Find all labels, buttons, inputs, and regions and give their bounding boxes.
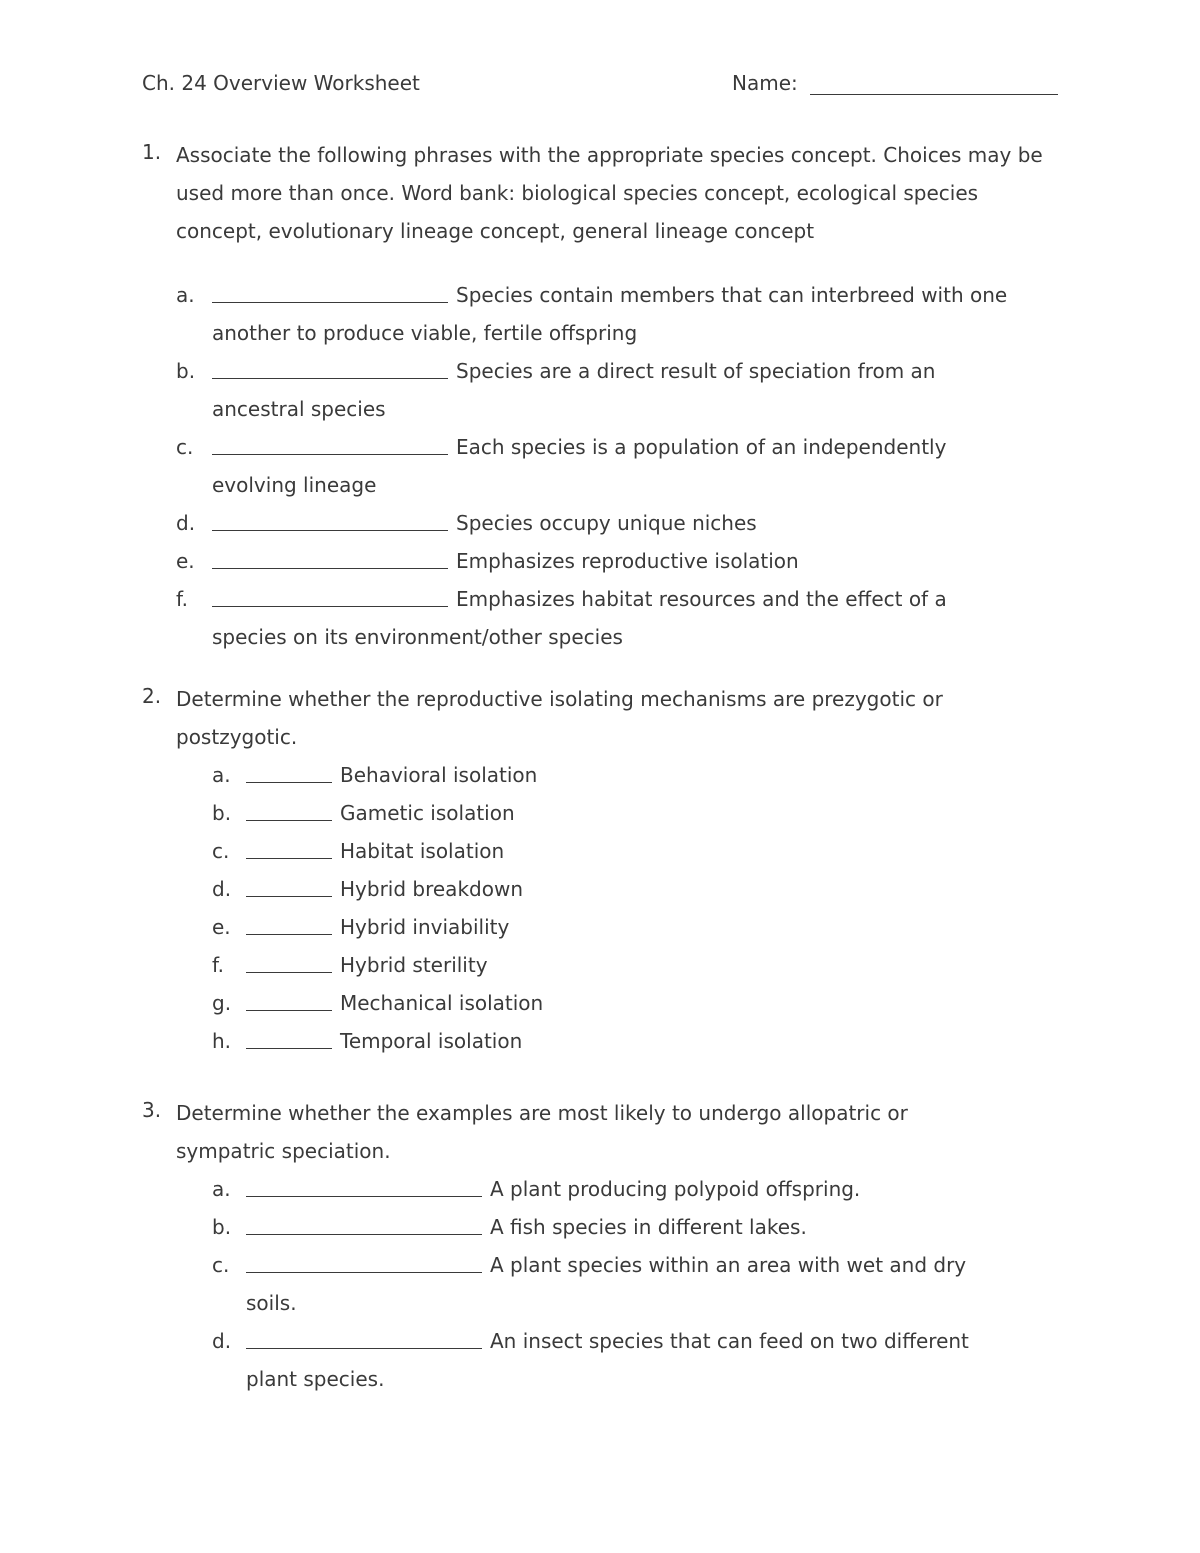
- item-letter: b.: [212, 1215, 232, 1239]
- item-text: Mechanical isolation: [340, 991, 544, 1015]
- item-text: Habitat isolation: [340, 839, 505, 863]
- answer-blank[interactable]: [246, 984, 332, 1011]
- item-letter: b.: [212, 801, 232, 825]
- answer-blank[interactable]: [246, 1208, 482, 1235]
- answer-blank[interactable]: [246, 908, 332, 935]
- answer-blank[interactable]: [212, 542, 448, 569]
- list-item: [212, 794, 1062, 832]
- question-number: 3.: [142, 1098, 162, 1122]
- answer-blank[interactable]: [246, 832, 332, 859]
- list-item: [212, 946, 1062, 984]
- question-prompt: Determine whether the examples are most likely to undergo allopatric or sympatric speciation.: [176, 1101, 908, 1163]
- item-letter: e.: [212, 915, 231, 939]
- answer-blank[interactable]: [212, 276, 448, 303]
- item-text: Hybrid inviability: [340, 915, 510, 939]
- item-text: An insect species that can feed on two different plant species.: [246, 1329, 969, 1391]
- item-letter: c.: [176, 435, 194, 459]
- answer-blank[interactable]: [246, 870, 332, 897]
- question-1: [142, 140, 1062, 656]
- item-letter: d.: [212, 1329, 232, 1353]
- answer-blank[interactable]: [246, 794, 332, 821]
- question-2: [142, 684, 1062, 1060]
- question-prompt: Determine whether the reproductive isolating mechanisms are prezygotic or postzygotic.: [176, 687, 943, 749]
- question-number: 1.: [142, 140, 162, 164]
- list-item: [212, 832, 1062, 870]
- answer-blank[interactable]: [212, 580, 448, 607]
- item-text: Behavioral isolation: [340, 763, 538, 787]
- item-letter: f.: [176, 587, 188, 611]
- answer-list: [212, 1170, 1012, 1398]
- item-text: A plant species within an area with wet and dry soils.: [246, 1253, 967, 1315]
- item-text: Each species is a population of an independently evolving lineage: [212, 435, 947, 497]
- answer-blank[interactable]: [246, 1170, 482, 1197]
- item-text: Emphasizes habitat resources and the effect of a species on its environment/other species: [212, 587, 947, 649]
- question-number: 2.: [142, 684, 162, 708]
- question-3: [142, 1098, 1062, 1398]
- item-text: Emphasizes reproductive isolation: [456, 549, 799, 573]
- item-letter: c.: [212, 839, 230, 863]
- answer-blank[interactable]: [212, 352, 448, 379]
- list-item: [212, 984, 1062, 1022]
- list-item: [176, 276, 1056, 352]
- item-text: Species occupy unique niches: [456, 511, 757, 535]
- item-letter: h.: [212, 1029, 232, 1053]
- item-letter: g.: [212, 991, 232, 1015]
- list-item: [212, 870, 1062, 908]
- name-label: Name:: [732, 71, 798, 95]
- question-prompt: Associate the following phrases with the appropriate species concept. Choices may be used more than once. Word bank: biological species concept, ecological species concept, evolutionary lineage concept, general lineage concept: [176, 143, 1043, 243]
- list-item: [176, 428, 1056, 504]
- answer-blank[interactable]: [212, 504, 448, 531]
- answer-blank[interactable]: [246, 946, 332, 973]
- list-item: [212, 908, 1062, 946]
- list-item: [176, 504, 1056, 542]
- item-letter: f.: [212, 953, 224, 977]
- item-text: Temporal isolation: [340, 1029, 523, 1053]
- answer-blank[interactable]: [246, 756, 332, 783]
- answer-blank[interactable]: [246, 1022, 332, 1049]
- list-item: [212, 1322, 1012, 1398]
- list-item: [212, 1022, 1062, 1060]
- list-item: [176, 580, 1056, 656]
- item-text: Gametic isolation: [340, 801, 515, 825]
- item-letter: a.: [212, 763, 231, 787]
- item-text: Hybrid breakdown: [340, 877, 523, 901]
- item-text: Species contain members that can interbreed with one another to produce viable, fertile offspring: [212, 283, 1008, 345]
- list-item: [212, 756, 1062, 794]
- item-letter: a.: [176, 283, 195, 307]
- list-item: [176, 352, 1056, 428]
- item-text: A plant producing polypoid offspring.: [490, 1177, 861, 1201]
- item-letter: e.: [176, 549, 195, 573]
- item-letter: a.: [212, 1177, 231, 1201]
- list-item: [212, 1208, 1012, 1246]
- name-blank-line[interactable]: [810, 94, 1058, 95]
- answer-blank[interactable]: [246, 1322, 482, 1349]
- item-text: Hybrid sterility: [340, 953, 488, 977]
- item-text: A fish species in different lakes.: [490, 1215, 807, 1239]
- item-letter: b.: [176, 359, 196, 383]
- item-letter: c.: [212, 1253, 230, 1277]
- item-text: Species are a direct result of speciation from an ancestral species: [212, 359, 936, 421]
- answer-blank[interactable]: [212, 428, 448, 455]
- list-item: [176, 542, 1056, 580]
- item-letter: d.: [212, 877, 232, 901]
- list-item: [212, 1170, 1012, 1208]
- answer-list: [212, 756, 1062, 1060]
- page-title: Ch. 24 Overview Worksheet: [142, 71, 420, 95]
- item-letter: d.: [176, 511, 196, 535]
- list-item: [212, 1246, 1012, 1322]
- answer-list: [176, 276, 1056, 656]
- answer-blank[interactable]: [246, 1246, 482, 1273]
